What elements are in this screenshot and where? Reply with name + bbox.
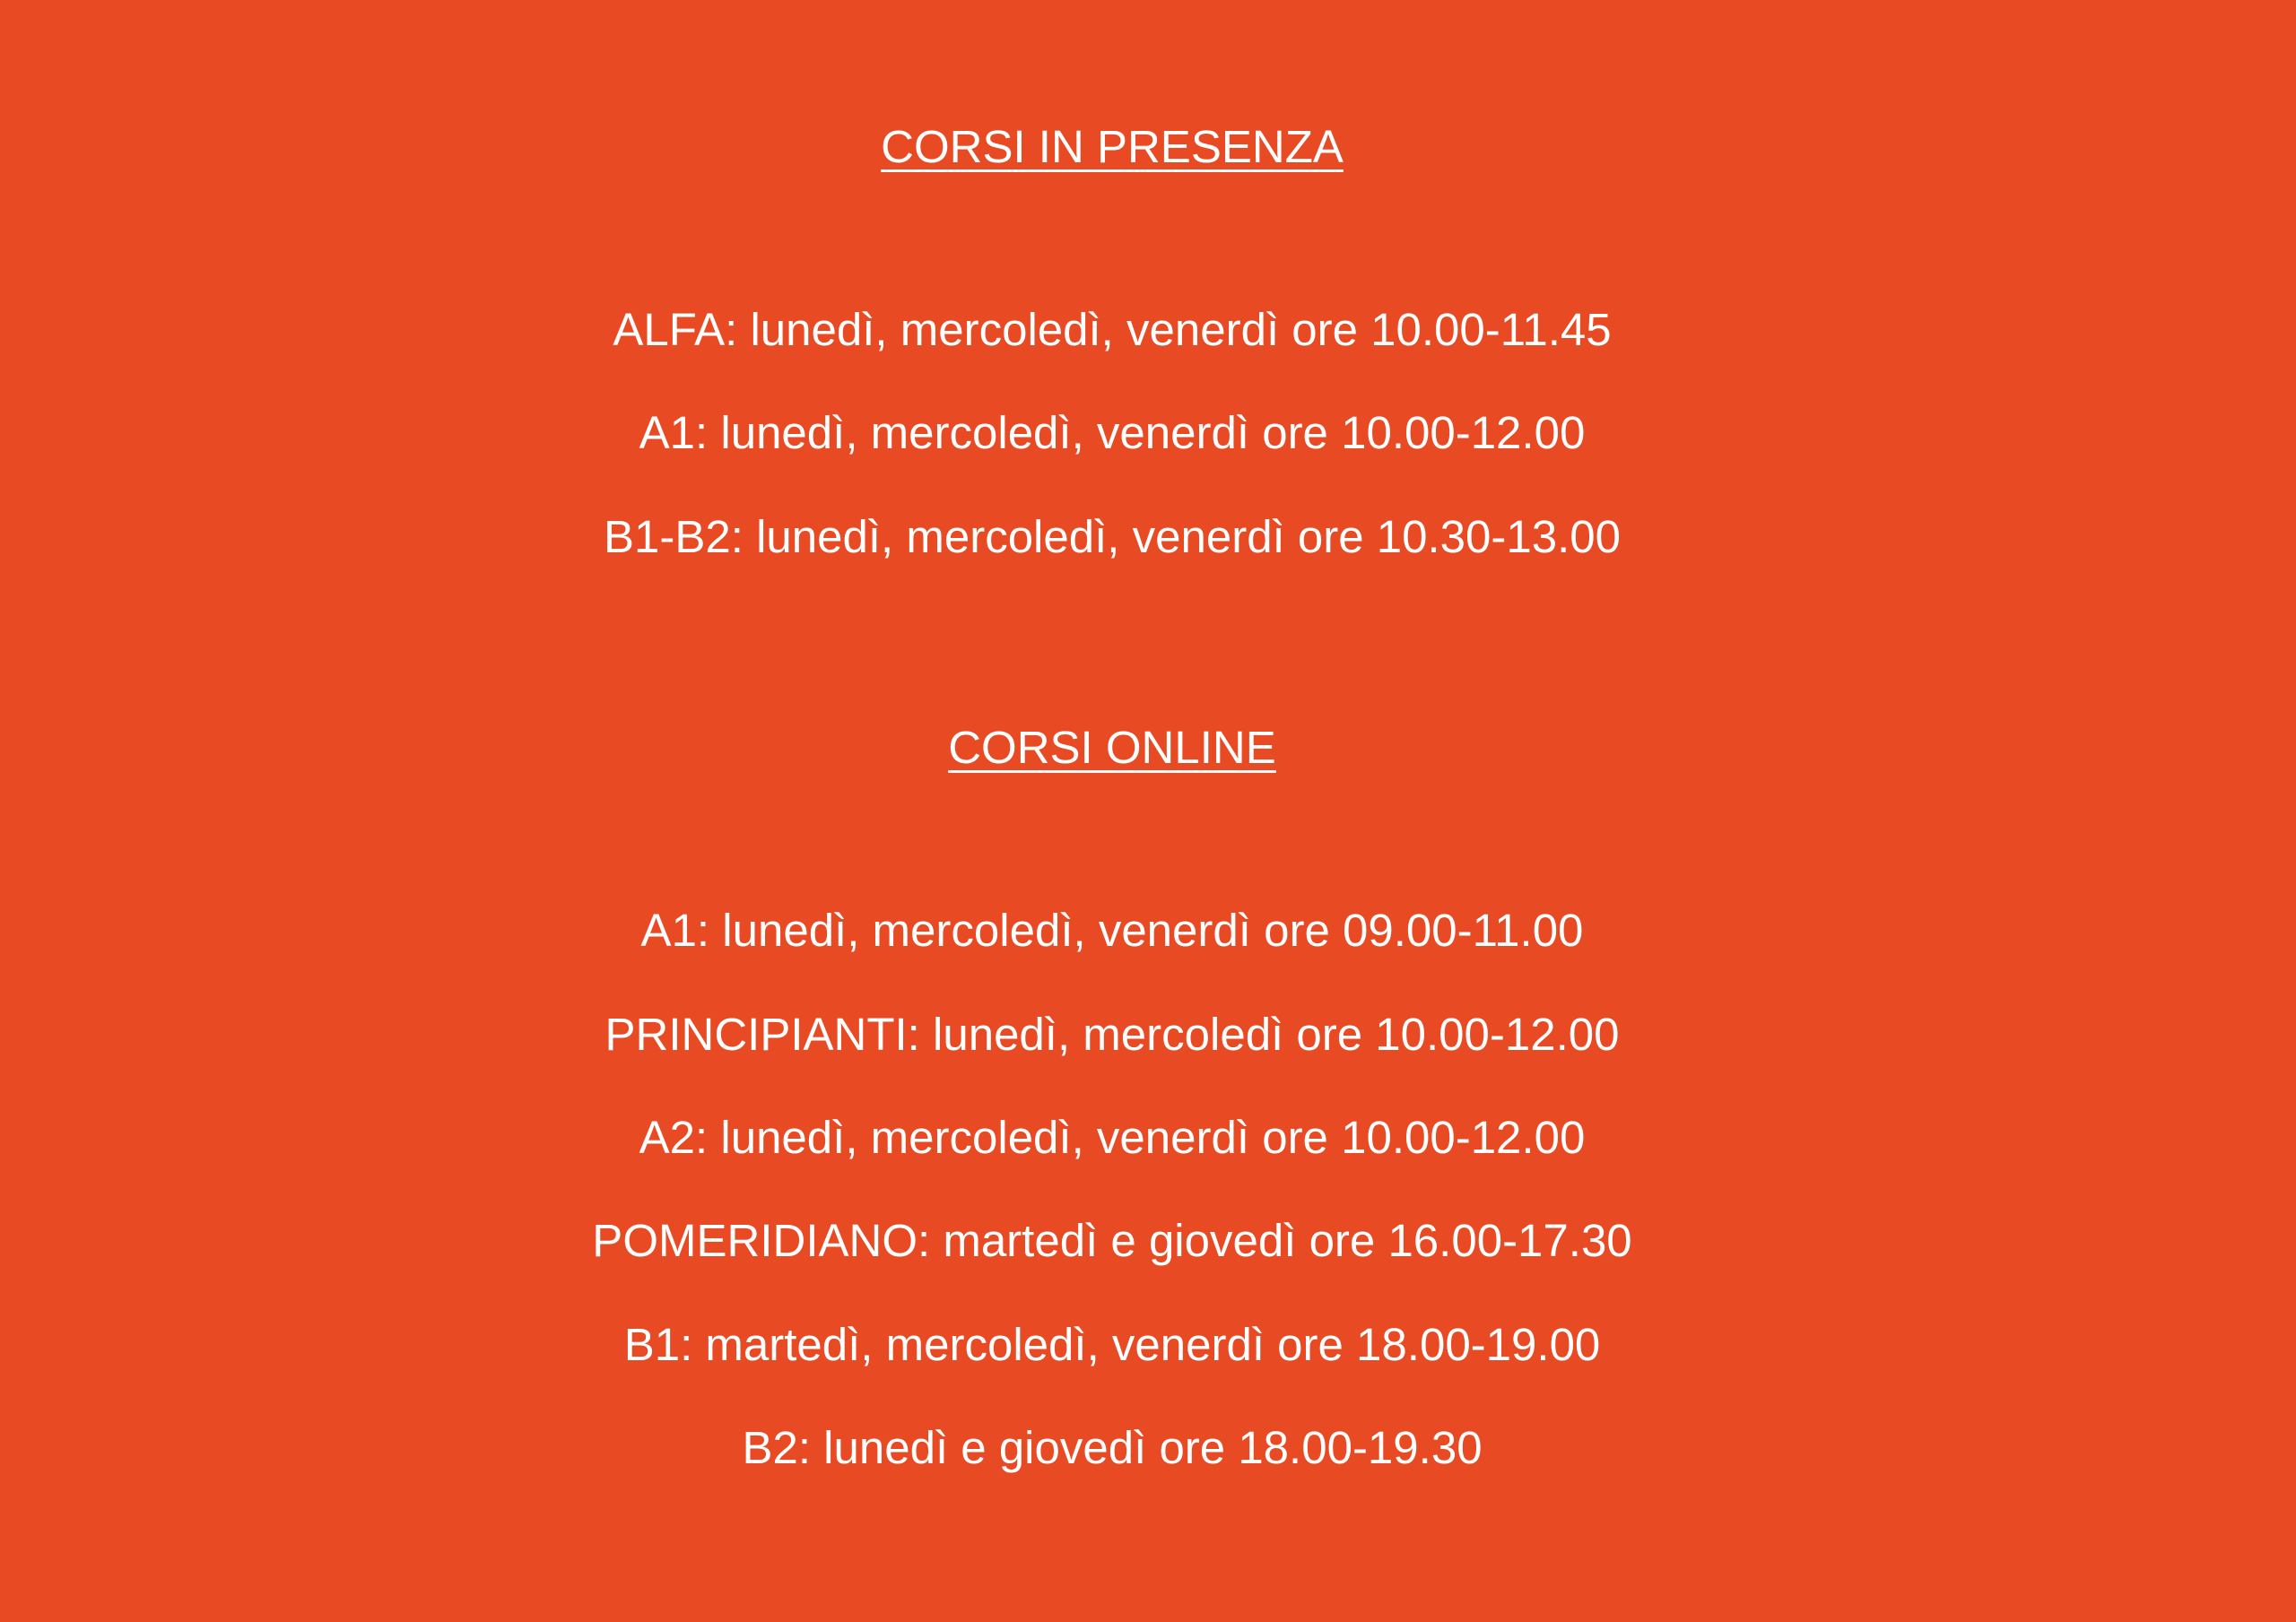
course-line: B1: martedì, mercoledì, venerdì ore 18.00-19.00 [623, 1319, 1601, 1370]
section-heading-in-presenza: CORSI IN PRESENZA [881, 121, 1344, 172]
section-heading-online: CORSI ONLINE [948, 722, 1276, 773]
course-line: A2: lunedì, mercoledì, venerdì ore 10.00-12.00 [639, 1112, 1586, 1163]
course-line: PRINCIPIANTI: lunedì, mercoledì ore 10.00-12.00 [604, 1009, 1620, 1060]
course-line: A1: lunedì, mercoledì, venerdì ore 10.00-12.00 [639, 407, 1586, 458]
course-line: B2: lunedì e giovedì ore 18.00-19.30 [742, 1422, 1483, 1473]
course-line: POMERIDIANO: martedì e giovedì ore 16.00-17.30 [592, 1215, 1632, 1266]
course-line: ALFA: lunedì, mercoledì, venerdì ore 10.00-11.45 [613, 304, 1612, 355]
course-line: B1-B2: lunedì, mercoledì, venerdì ore 10.30-13.00 [603, 511, 1622, 562]
course-line: A1: lunedì, mercoledì, venerdì ore 09.00-11.00 [640, 905, 1584, 956]
